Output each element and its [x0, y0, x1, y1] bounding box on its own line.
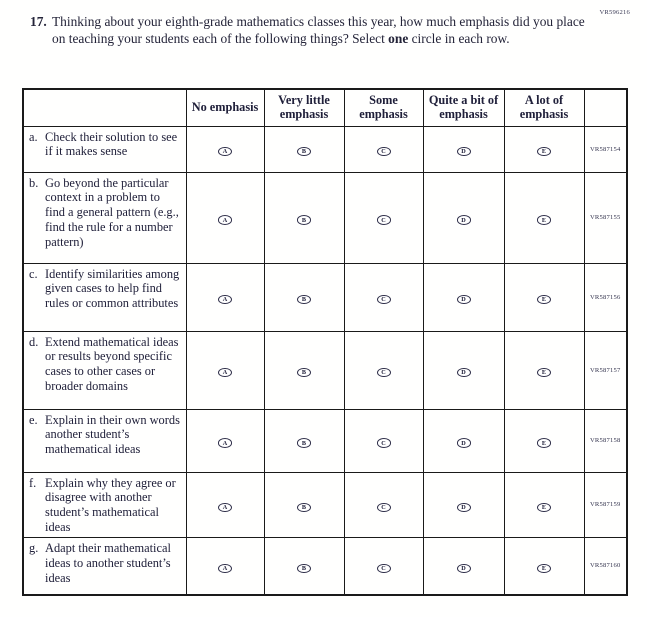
- bubble-no-emphasis[interactable]: A: [218, 215, 232, 225]
- bubble-a-lot-emphasis[interactable]: E: [537, 503, 551, 513]
- header-quite-a-bit-emphasis: Quite a bit of emphasis: [423, 89, 504, 126]
- table-row: [23, 172, 627, 263]
- row-text: Extend mathematical ideas or results beyond specific cases to other cases or broader domains: [45, 334, 179, 394]
- bubble-some-emphasis[interactable]: C: [377, 503, 391, 513]
- bubble-very-little-emphasis[interactable]: B: [297, 564, 311, 574]
- bubble-no-emphasis[interactable]: A: [218, 503, 232, 513]
- bubble-some-emphasis[interactable]: C: [377, 564, 391, 574]
- vr-code: VR587154: [584, 126, 627, 172]
- header-a-lot-emphasis: A lot of emphasis: [504, 89, 584, 126]
- header-row: [23, 89, 627, 126]
- bubble-quite-a-bit-emphasis[interactable]: D: [457, 564, 471, 574]
- bubble-quite-a-bit-emphasis[interactable]: D: [457, 147, 471, 157]
- table-row: [23, 538, 627, 595]
- table-row: [23, 331, 627, 409]
- row-label: g.: [29, 541, 39, 556]
- vr-code: VR587157: [584, 331, 627, 409]
- bubble-very-little-emphasis[interactable]: B: [297, 503, 311, 513]
- question-text: [52, 13, 586, 48]
- row-label: a.: [29, 129, 38, 144]
- bubble-no-emphasis[interactable]: A: [218, 438, 232, 448]
- row-text: Adapt their mathematical ideas to another student’s ideas: [45, 541, 171, 585]
- bubble-a-lot-emphasis[interactable]: E: [537, 295, 551, 305]
- row-label: e.: [29, 412, 38, 427]
- bubble-very-little-emphasis[interactable]: B: [297, 368, 311, 378]
- bubble-quite-a-bit-emphasis[interactable]: D: [457, 368, 471, 378]
- row-label: f.: [29, 475, 37, 490]
- bubble-quite-a-bit-emphasis[interactable]: D: [457, 503, 471, 513]
- vr-code: VR587159: [584, 472, 627, 538]
- bubble-very-little-emphasis[interactable]: B: [297, 295, 311, 305]
- bubble-some-emphasis[interactable]: C: [377, 147, 391, 157]
- question-text-part1: Thinking about your eighth-grade mathematics classes this year, how much emphasis did you place on teaching your students each of the following things? Select: [52, 14, 585, 47]
- emphasis-table: [22, 88, 628, 596]
- bubble-no-emphasis[interactable]: A: [218, 147, 232, 157]
- bubble-a-lot-emphasis[interactable]: E: [537, 215, 551, 225]
- bubble-quite-a-bit-emphasis[interactable]: D: [457, 215, 471, 225]
- table-row: [23, 263, 627, 331]
- row-text: Identify similarities among given cases to help find rules or common attributes: [45, 266, 180, 311]
- row-text: Explain in their own words another student’s mathematical ideas: [45, 412, 180, 457]
- vr-code: VR587155: [584, 172, 627, 263]
- bubble-some-emphasis[interactable]: C: [377, 215, 391, 225]
- header-code-column: [584, 89, 627, 126]
- form-code: VR596216: [599, 9, 630, 16]
- header-some-emphasis: Some emphasis: [344, 89, 423, 126]
- bubble-very-little-emphasis[interactable]: B: [297, 147, 311, 157]
- bubble-no-emphasis[interactable]: A: [218, 368, 232, 378]
- bubble-a-lot-emphasis[interactable]: E: [537, 564, 551, 574]
- row-text: Go beyond the particular context in a problem to find a general pattern (e.g., find the rule for a number pattern): [45, 175, 179, 250]
- row-label: d.: [29, 334, 39, 349]
- bubble-some-emphasis[interactable]: C: [377, 368, 391, 378]
- bubble-quite-a-bit-emphasis[interactable]: D: [457, 295, 471, 305]
- bubble-very-little-emphasis[interactable]: B: [297, 215, 311, 225]
- bubble-no-emphasis[interactable]: A: [218, 295, 232, 305]
- question-text-bold: one: [388, 31, 409, 47]
- vr-code: VR587160: [584, 538, 627, 595]
- row-text: Check their solution to see if it makes sense: [45, 129, 178, 159]
- row-text: Explain why they agree or disagree with another student’s mathematical ideas: [45, 475, 176, 535]
- bubble-quite-a-bit-emphasis[interactable]: D: [457, 438, 471, 448]
- bubble-a-lot-emphasis[interactable]: E: [537, 368, 551, 378]
- header-no-emphasis: No emphasis: [186, 89, 264, 126]
- question-number: 17.: [30, 14, 47, 29]
- question: [30, 13, 586, 48]
- header-stub: [23, 89, 186, 126]
- table-row: [23, 409, 627, 472]
- vr-code: VR587156: [584, 263, 627, 331]
- bubble-very-little-emphasis[interactable]: B: [297, 438, 311, 448]
- bubble-some-emphasis[interactable]: C: [377, 295, 391, 305]
- row-label: b.: [29, 175, 39, 190]
- table-row: [23, 472, 627, 538]
- bubble-some-emphasis[interactable]: C: [377, 438, 391, 448]
- vr-code: VR587158: [584, 409, 627, 472]
- bubble-a-lot-emphasis[interactable]: E: [537, 438, 551, 448]
- row-label: c.: [29, 266, 38, 281]
- table-row: [23, 126, 627, 172]
- bubble-no-emphasis[interactable]: A: [218, 564, 232, 574]
- header-very-little-emphasis: Very little emphasis: [264, 89, 344, 126]
- question-text-part2: circle in each row.: [408, 31, 510, 47]
- bubble-a-lot-emphasis[interactable]: E: [537, 147, 551, 157]
